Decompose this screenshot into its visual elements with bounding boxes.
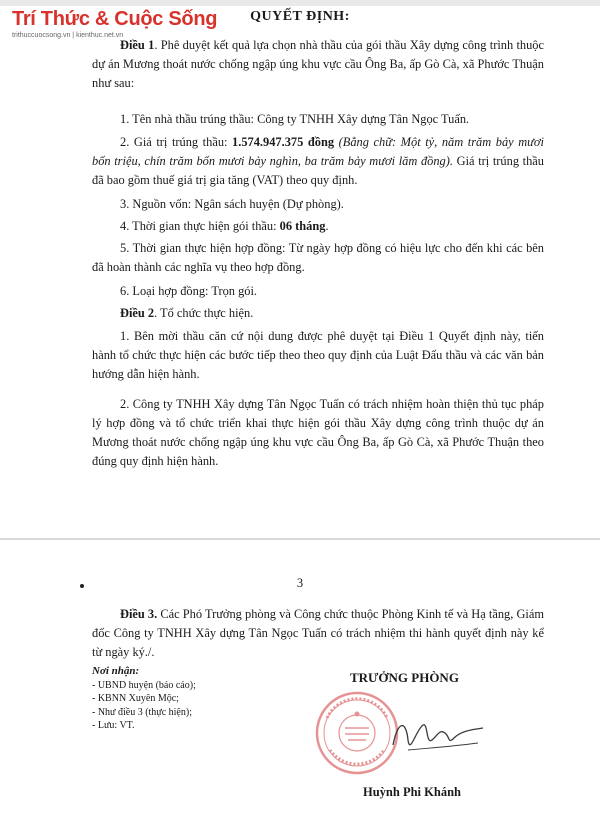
item-2 bbox=[92, 133, 544, 190]
article-1 bbox=[92, 36, 544, 93]
recipients bbox=[92, 665, 196, 733]
item-2-words: (Bằng chữ: Một tỷ, năm trăm bảy mươi bốn triệu, chín trăm bốn mươi bảy nghìn, ba trăm bảy mươi lăm đồng). bbox=[92, 135, 544, 168]
article-1-label: Điều 1 bbox=[120, 38, 155, 52]
article-2-item-1: 1. Bên mời thầu căn cứ nội dung được phê duyệt tại Điều 1 Quyết định này, tiến hành tổ chức thực hiện các bước tiếp theo theo quy định của Luật Đấu thầu và các văn bản hướng dẫn hiện hành. bbox=[92, 329, 544, 381]
article-2-text: . Tổ chức thực hiện. bbox=[154, 306, 254, 320]
handwritten-signature bbox=[388, 710, 488, 760]
recipient-item: - UBND huyện (báo cáo); bbox=[92, 679, 196, 691]
signer-position: TRƯỞNG PHÒNG bbox=[350, 670, 459, 685]
article-3 bbox=[92, 605, 544, 662]
item-4-value: 06 tháng bbox=[279, 219, 326, 233]
article-2-label: Điều 2 bbox=[120, 306, 155, 320]
item-4 bbox=[92, 217, 544, 236]
item-2-prefix: 2. Giá trị trúng thầu: bbox=[120, 135, 233, 149]
recipient-item: - Như điều 3 (thực hiện); bbox=[92, 706, 192, 718]
site-logo-text: Trí Thức & Cuộc Sống bbox=[12, 8, 218, 30]
article-2-item-2: 2. Công ty TNHH Xây dựng Tân Ngọc Tuấn có trách nhiệm hoàn thiện thủ tục pháp lý hợp đồng và tổ chức triển khai thực hiện gói thầu Xây dựng công trình thuộc dự án Mương thoát nước chống ngập úng khu vực cầu Ông Ba, ấp Gò Cà, xã Phước Thuận theo đúng quy định hiện hành. bbox=[92, 397, 544, 468]
item-1: 1. Tên nhà thầu trúng thầu: Công ty TNHH Xây dựng Tân Ngọc Tuấn. bbox=[120, 112, 470, 126]
item-2-amount: 1.574.947.375 đồng bbox=[232, 135, 335, 149]
item-4-suffix: . bbox=[325, 219, 329, 233]
scan-dot bbox=[80, 584, 84, 588]
item-6: 6. Loại hợp đồng: Trọn gói. bbox=[120, 284, 258, 298]
article-3-label: Điều 3. bbox=[120, 607, 158, 621]
decision-title: QUYẾT ĐỊNH: bbox=[250, 9, 350, 24]
article-3-text: Các Phó Trưởng phòng và Công chức thuộc Phòng Kinh tế và Hạ tầng, Giám đốc Công ty TNHH Xây dựng Tân Ngọc Tuấn có trách nhiệm thi hành quyết định này kể từ ngày ký./. bbox=[92, 607, 544, 659]
signer-name: Huỳnh Phi Khánh bbox=[363, 785, 461, 799]
recipient-item: - Lưu: VT. bbox=[92, 720, 135, 731]
recipients-title: Nơi nhận: bbox=[92, 665, 140, 677]
item-3: 3. Nguồn vốn: Ngân sách huyện (Dự phòng). bbox=[120, 197, 344, 211]
item-2-vat: Giá trị trúng thầu đã bao gồm thuế giá trị gia tăng (VAT) theo quy định. bbox=[92, 154, 545, 187]
item-4-prefix: 4. Thời gian thực hiện gói thầu: bbox=[120, 219, 280, 233]
site-logo-sub: trithuccuocsong.vn | kienthuc.net.vn bbox=[12, 32, 124, 39]
recipient-item: - KBNN Xuyên Mộc; bbox=[92, 693, 179, 704]
article-2 bbox=[92, 304, 544, 323]
item-5: 5. Thời gian thực hiện hợp đồng: Từ ngày hợp đồng có hiệu lực cho đến khi các bên đã hoàn thành các nghĩa vụ theo hợp đồng. bbox=[92, 241, 544, 274]
page-number: 3 bbox=[296, 576, 304, 590]
article-1-text: . Phê duyệt kết quả lựa chọn nhà thầu của gói thầu Xây dựng công trình thuộc dự án Mương thoát nước chống ngập úng khu vực cầu Ông Ba, ấp Gò Cà, xã Phước Thuận như sau: bbox=[92, 38, 545, 90]
page-2 bbox=[0, 540, 600, 828]
